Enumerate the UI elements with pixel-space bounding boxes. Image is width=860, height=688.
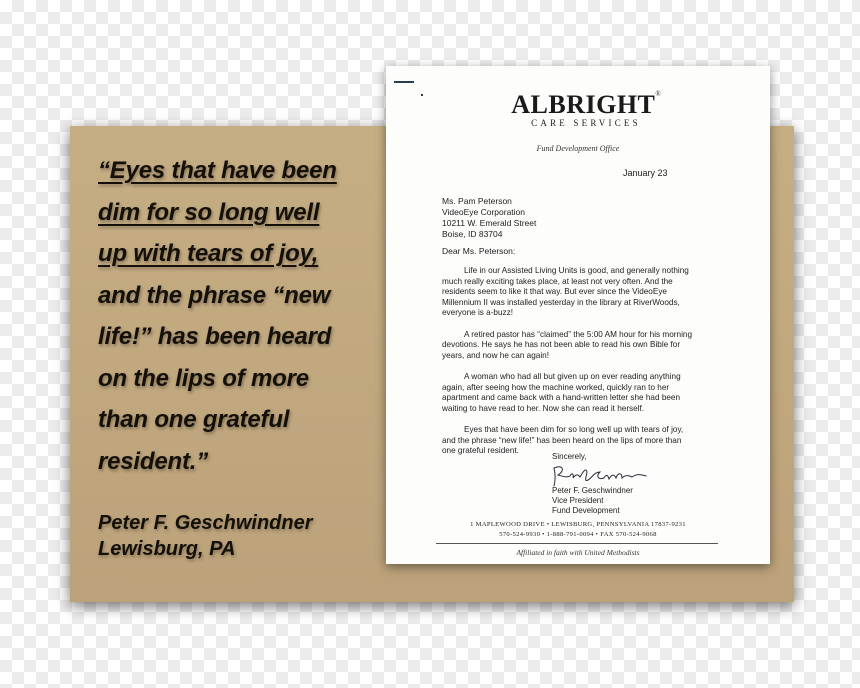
body-line: A woman who had all but given up on ever reading anything bbox=[464, 371, 681, 381]
address-line: 10211 W. Emerald Street bbox=[442, 218, 537, 228]
quote-line: and the phrase “new bbox=[98, 281, 331, 309]
body-line: years, and now he can again! bbox=[442, 350, 549, 360]
letter-date: January 23 bbox=[623, 168, 668, 178]
attribution-place: Lewisburg, PA bbox=[98, 538, 236, 560]
albright-logo bbox=[386, 90, 770, 128]
footer-divider bbox=[436, 543, 718, 544]
logo-name: ALBRIGHT bbox=[511, 90, 656, 119]
quote-line: resident.” bbox=[98, 447, 209, 475]
address-line: VideoEye Corporation bbox=[442, 207, 526, 217]
signer-name: Peter F. Geschwindner bbox=[552, 486, 633, 495]
body-line: Eyes that have been dim for so long well up with tears of joy, bbox=[464, 424, 684, 434]
body-line: much really exciting takes place, at least not very often. And the bbox=[442, 276, 673, 286]
closing: Sincerely, bbox=[552, 452, 587, 461]
affiliation: Affiliated in faith with United Methodists bbox=[516, 548, 640, 557]
letter-document bbox=[386, 66, 770, 564]
body-line: apartment and came back with a hand-written letter she had been bbox=[442, 393, 681, 403]
body-line: again, after seeing how the machine worked, quickly ran to her bbox=[442, 382, 670, 392]
signer-department: Fund Development bbox=[552, 506, 620, 515]
pull-quote bbox=[98, 150, 388, 482]
signer-block bbox=[552, 486, 633, 516]
quote-line: “Eyes that have been bbox=[98, 157, 337, 184]
quote-line: dim for so long well bbox=[98, 198, 320, 226]
quote-line: than one grateful bbox=[98, 406, 290, 433]
body-line: and the phrase “new life!” has been heard on the lips of more than bbox=[442, 435, 682, 445]
paragraph bbox=[442, 266, 712, 319]
address-line: Boise, ID 83704 bbox=[442, 229, 503, 239]
body-line: everyone is a-buzz! bbox=[442, 308, 513, 318]
attribution bbox=[98, 510, 388, 562]
logo-registered-mark: ® bbox=[655, 90, 661, 98]
quote-line: up with tears of joy, bbox=[98, 240, 319, 267]
paragraph bbox=[442, 330, 712, 362]
pen-mark bbox=[394, 81, 414, 83]
paragraph bbox=[442, 372, 712, 414]
body-line: one grateful resident. bbox=[442, 446, 519, 456]
body-line: A retired pastor has “claimed” the 5:00 AM hour for his morning bbox=[464, 329, 692, 339]
body-line: Millennium II was installed yesterday in the library at RiverWoods, bbox=[442, 297, 680, 307]
body-line: Life in our Assisted Living Units is good, and generally nothing bbox=[464, 266, 689, 275]
salutation: Dear Ms. Peterson: bbox=[442, 246, 516, 256]
signer-title: Vice President bbox=[552, 496, 604, 505]
office-name: Fund Development Office bbox=[536, 144, 620, 153]
footer-phones: 570-524-9930 • 1-888-791-0094 • FAX 570-524-9068 bbox=[499, 531, 657, 538]
body-line: waiting to have read to her. Now she can read it herself. bbox=[442, 403, 645, 413]
attribution-name: Peter F. Geschwindner bbox=[98, 512, 313, 534]
recipient-address bbox=[442, 196, 536, 240]
body-line: devotions. He says he has not been able to read his own Bible for bbox=[442, 340, 681, 350]
address-line: Ms. Pam Peterson bbox=[442, 196, 512, 206]
quote-line: on the lips of more bbox=[98, 364, 309, 392]
footer-address: 1 MAPLEWOOD DRIVE • LEWISBURG, PENNSYLVANIA 17837-9231 bbox=[470, 521, 686, 528]
body-line: residents seem to like it that way. But ever since the VideoEye bbox=[442, 287, 667, 297]
logo-subtitle: CARE SERVICES bbox=[531, 118, 641, 128]
letter-body bbox=[442, 266, 712, 467]
quote-line: life!” has been heard bbox=[98, 323, 332, 350]
